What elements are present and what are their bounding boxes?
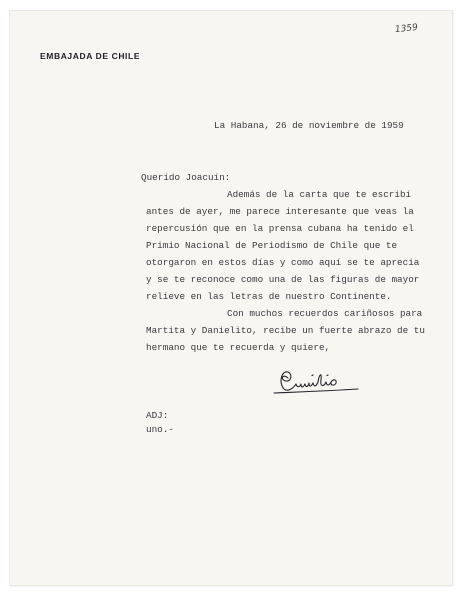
- body-line: y se te reconoce como una de las figuras de mayor: [146, 274, 420, 285]
- letterhead: EMBAJADA DE CHILE: [40, 51, 141, 61]
- salutation: Querido Joacuín:: [141, 172, 231, 183]
- reference-number: 1359: [394, 22, 419, 36]
- enclosure-label: ADJ:: [146, 410, 169, 421]
- body-line: repercusión que en la prensa cubana ha tenido el: [146, 223, 414, 234]
- body-line: Además de la carta que te escribí: [227, 189, 412, 200]
- body-line: Martita y Danielito, recibe un fuerte abrazo de tu: [146, 325, 425, 336]
- body-line: Primio Nacional de Periodismo de Chile que te: [146, 240, 398, 251]
- enclosure-value: uno.-: [146, 424, 174, 435]
- date-line: La Habana, 26 de noviembre de 1959: [214, 120, 404, 131]
- body-line: antes de ayer, me parece interesante que veas la: [146, 206, 414, 217]
- body-line: hermano que te recuerda y quiere,: [146, 342, 331, 353]
- body-line: relieve en las letras de nuestro Continente.: [146, 291, 392, 302]
- signature: [272, 362, 362, 398]
- body-line: otorgaron en estos días y como aquí se te aprecia: [146, 257, 420, 268]
- body-line: Con muchos recuerdos cariñosos para: [227, 308, 423, 319]
